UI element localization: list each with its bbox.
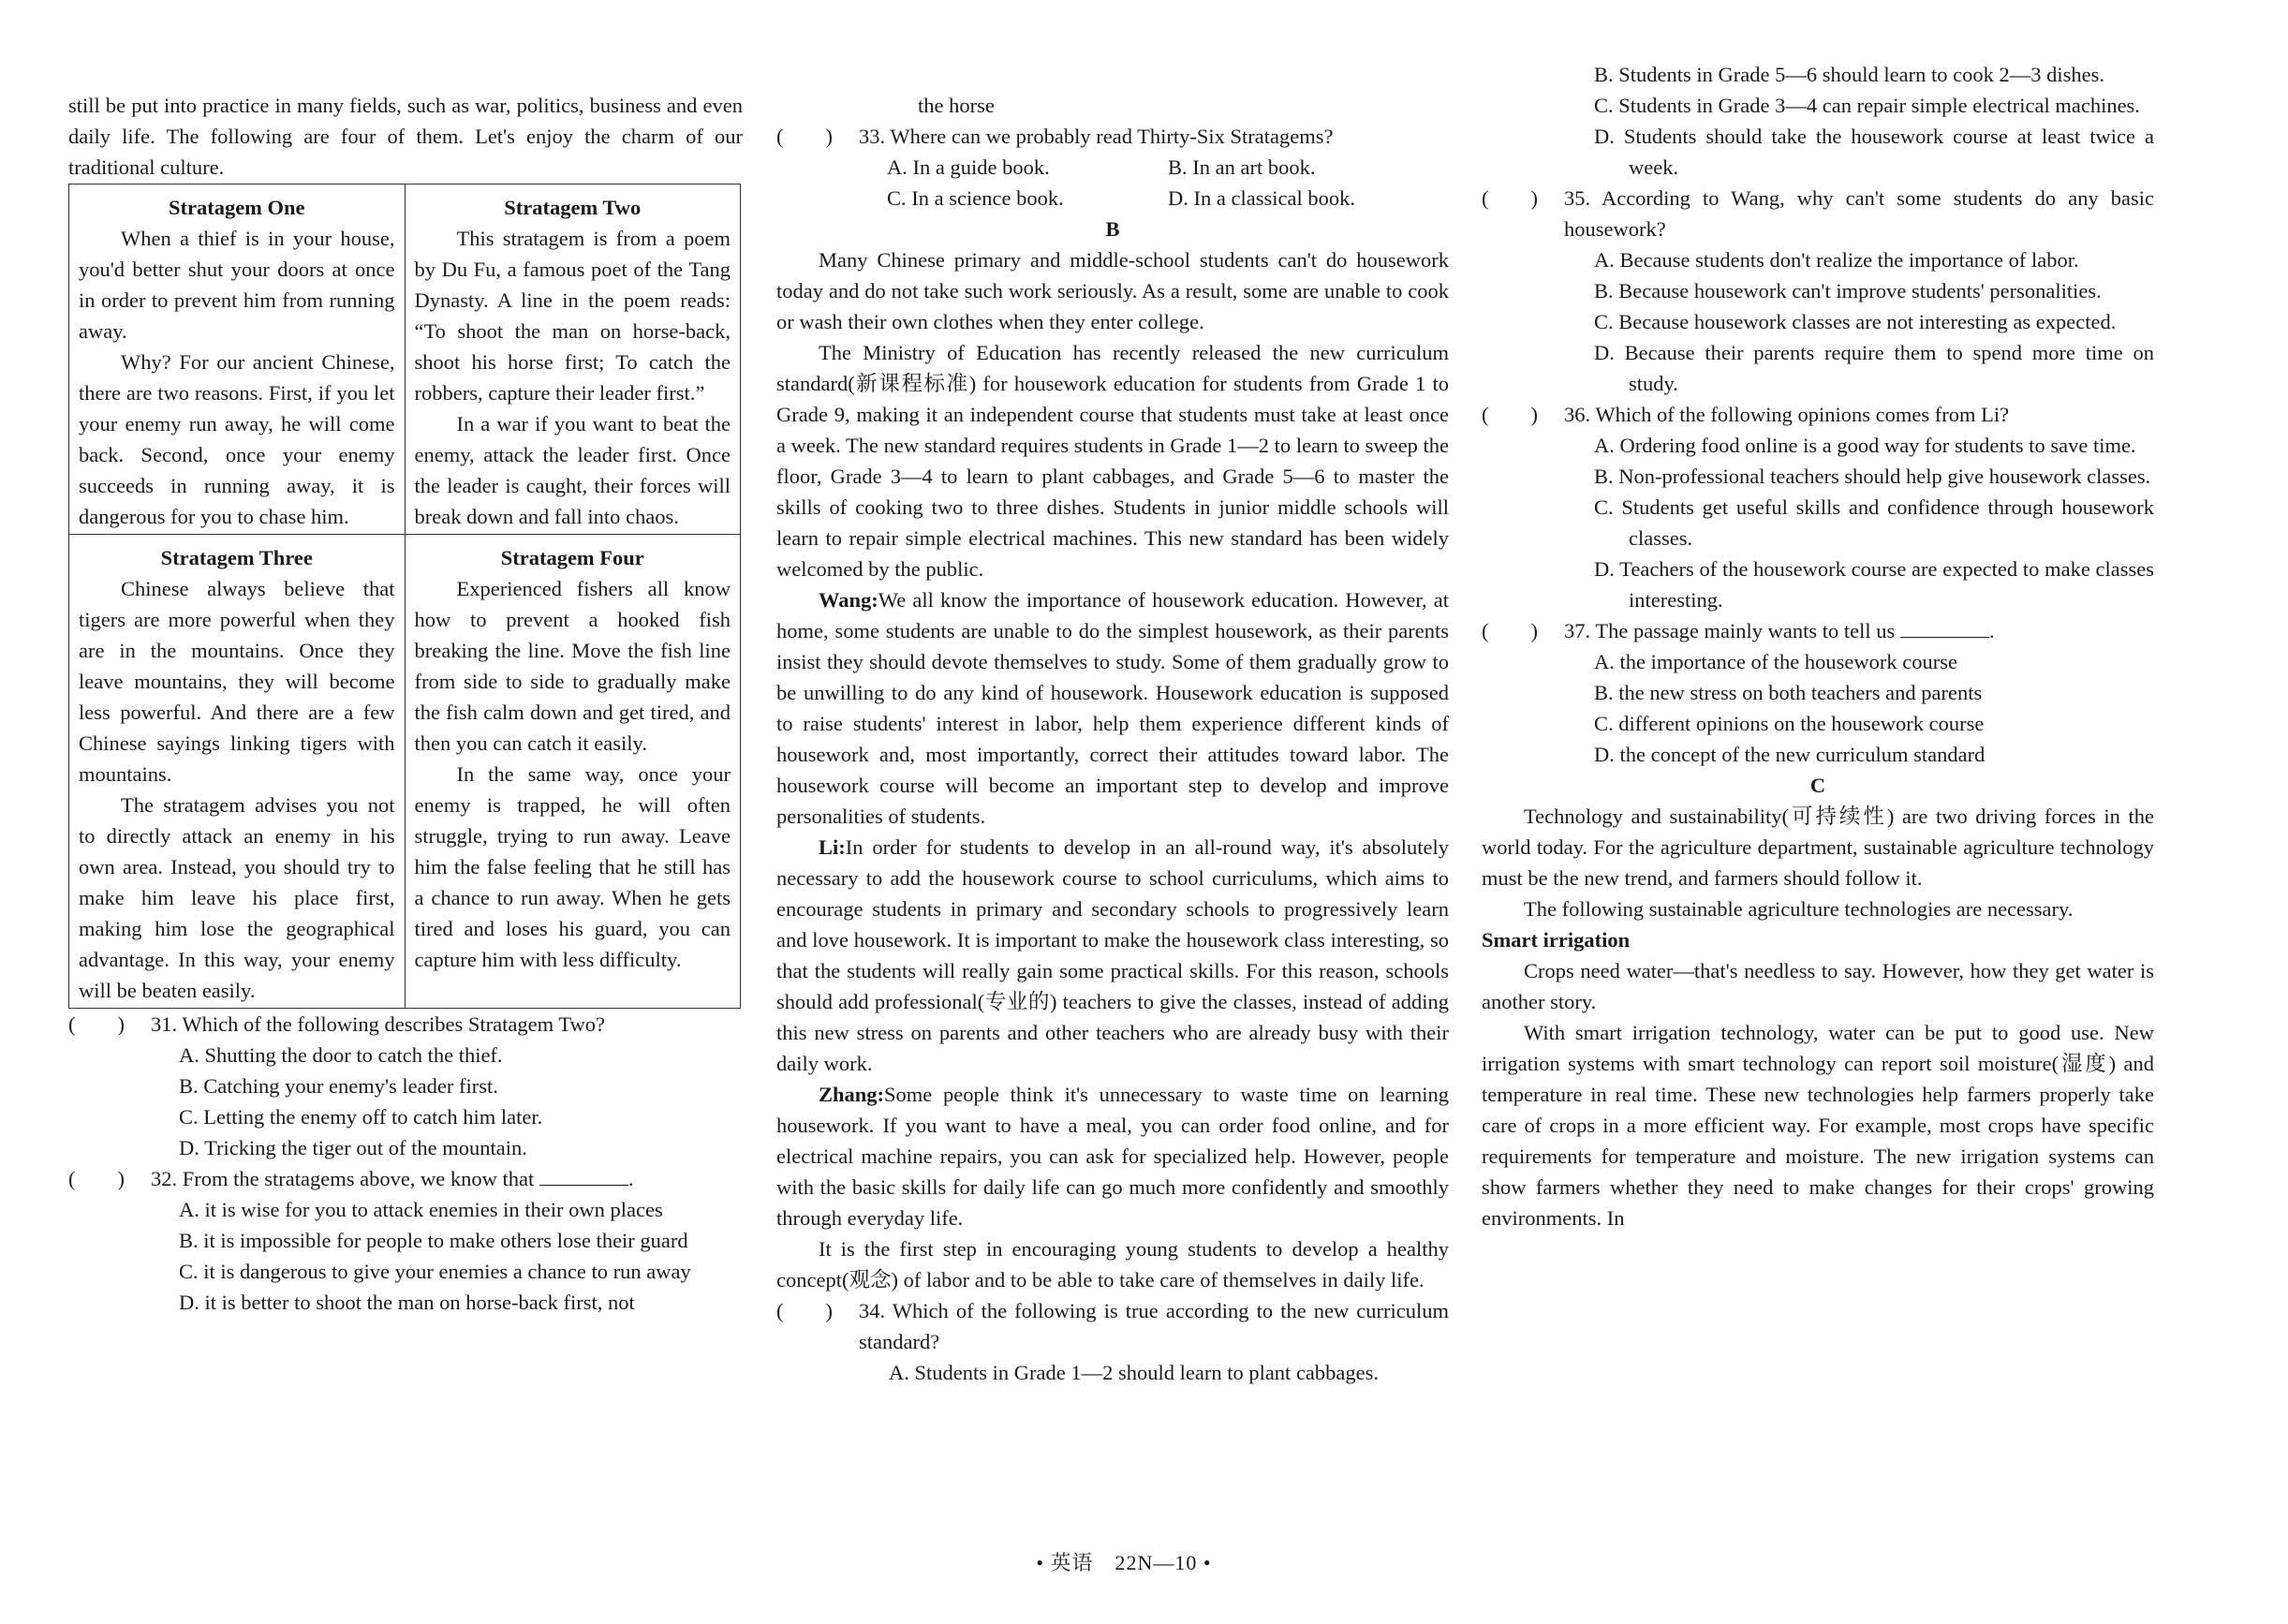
stratagem-two-cell [405,185,741,535]
question-34-stem: 34. Which of the following is true according to the new curriculum standard? [859,1299,1449,1353]
option-34-c: C. Students in Grade 3—4 can repair simple electrical machines. [1594,94,2140,117]
column-left [68,90,743,1318]
passage-b-wang [776,584,1449,832]
option-34-d: D. Students should take the housework course at least twice a week. [1594,125,2154,179]
option-35-a: A. Because students don't realize the importance of labor. [1594,248,2079,272]
stratagem-two-p2: In a war if you want to beat the enemy, attack the leader first. Once the leader is caught, their forces will break down and fall into chaos. [414,412,731,528]
stratagem-two-title: Stratagem Two [504,196,642,219]
answer-blank-36[interactable]: ( ) [1482,403,1538,426]
speaker-zhang: Zhang: [819,1083,885,1106]
option-35-d: D. Because their parents require them to spend more time on study. [1594,341,2154,395]
stratagem-table [68,184,741,1009]
wang-opinion: We all know the importance of housework education. However, at home, some students are unable to do the simplest housework, as their parents insist they should devote themselves to study. Some of them gradually grow to be unwilling to do any kind of housework. Housework education is supposed to raise students' interest in labor, help them experience different kinds of housework and, most importantly, correct their attitudes toward labor. The housework course will become an important step to develop and improve personalities of students. [776,588,1449,828]
answer-blank-32[interactable]: ( ) [68,1167,125,1190]
question-37-stem: 37. The passage mainly wants to tell us [1564,619,1896,642]
question-31-stem: 31. Which of the following describes Stratagem Two? [151,1012,605,1036]
question-37: ( ) 37. The passage mainly wants to tell us . A. the importance of the housework course B. the new stress on both teachers and parents C. different opinions on the housework course D. the concept of the new curriculum standard [1482,615,2154,770]
question-36 [1482,399,2154,615]
answer-blank-35[interactable]: ( ) [1482,186,1538,210]
speaker-wang: Wang: [819,588,878,612]
question-35-stem: 35. According to Wang, why can't some students do any basic housework? [1564,186,2154,241]
stratagem-four-p2: In the same way, once your enemy is trapped, he will often struggle, trying to run away. Leave him the false feeling that he still has a chance to run away. When he gets tired and loses his guard, you can capture him with less difficulty. [414,762,731,971]
question-33 [776,121,1449,214]
option-32-d-continued: the horse [918,94,995,117]
page-footer: • 英语 22N—10 • [1036,1551,1212,1574]
passage-b-last: It is the first step in encouraging young students to develop a healthy concept(观念) of labor and to be able to take care of themselves in daily life. [776,1237,1449,1292]
option-33-c: C. In a science book. [887,186,1064,210]
smart-irrigation-heading: Smart irrigation [1482,928,1631,952]
option-34-a: A. Students in Grade 1—2 should learn to plant cabbages. [889,1361,1380,1384]
option-37-d: D. the concept of the new curriculum standard [1594,743,1985,766]
option-32-a: A. it is wise for you to attack enemies in their own places [179,1198,663,1221]
stratagem-one-p1: When a thief is in your house, you'd better shut your doors at once in order to prevent him from running away. [79,227,395,343]
fill-blank-32 [539,1164,628,1186]
stratagem-four-p1: Experienced fishers all know how to prevent a hooked fish breaking the line. Move the fish line from side to side to gradually make the fish calm down and get tired, and then you can catch it easily. [414,577,731,755]
stratagem-three-p2: The stratagem advises you not to directly attack an enemy in his own area. Instead, you should try to make him leave his place first, making him lose the geographical advantage. In this way, your enemy will be beaten easily. [79,793,395,1002]
option-36-c: C. Students get useful skills and confidence through housework classes. [1594,495,2154,550]
question-31 [68,1009,743,1163]
stratagem-one-p2: Why? For our ancient Chinese, there are two reasons. First, if you let your enemy run away, he will come back. Second, once your enemy succeeds in running away, it is dangerous for you to chase him. [79,350,395,528]
option-32-c: C. it is dangerous to give your enemies a chance to run away [179,1260,691,1283]
stratagem-two-p1: This stratagem is from a poem by Du Fu, a famous poet of the Tang Dynasty. A line in the poem reads: “To shoot the man on horse-back, shoot his horse first; To catch the robbers, capture their leader first.” [414,227,731,405]
answer-blank-34[interactable]: ( ) [776,1299,833,1322]
passage-c-p2: The following sustainable agriculture technologies are necessary. [1524,897,2074,921]
option-33-d: D. In a classical book. [1168,186,1355,210]
stratagem-one-cell [69,185,406,535]
passage-c-p1: Technology and sustainability(可持续性) are two driving forces in the world today. For the agriculture department, sustainable agriculture technology must be the new trend, and farmers should follow it. [1482,805,2154,890]
option-35-b: B. Because housework can't improve students' personalities. [1594,279,2102,303]
speaker-li: Li: [819,835,846,859]
question-34 [776,1295,1449,1388]
passage-c-p4: With smart irrigation technology, water can be put to good use. New irrigation systems with smart technology can report soil moisture(湿度) and temperature in real time. These new technologies help farmers properly take care of crops in a more efficient way. For example, most crops have specific requirements for temperature and moisture. The new irrigation systems can show farmers whether they need to make changes for their crops' growing environments. In [1482,1021,2154,1230]
stratagem-one-title: Stratagem One [168,196,305,219]
passage-b-li [776,832,1449,1079]
option-31-b: B. Catching your enemy's leader first. [179,1074,498,1098]
passage-b-zhang [776,1079,1449,1233]
option-31-c: C. Letting the enemy off to catch him later. [179,1105,543,1129]
intro-paragraph: still be put into practice in many fields, such as war, politics, business and even daily life. The following are four of them. Let's enjoy the charm of our traditional culture. [68,94,743,179]
option-32-b: B. it is impossible for people to make others lose their guard [179,1229,688,1252]
question-33-stem: 33. Where can we probably read Thirty-Six Stratagems? [859,125,1334,148]
answer-blank-37[interactable]: ( ) [1482,619,1538,642]
passage-c-p3: Crops need water—that's needless to say. However, how they get water is another story. [1482,959,2154,1013]
option-37-a: A. the importance of the housework course [1594,650,1958,673]
option-33-a: A. In a guide book. [887,155,1050,179]
question-35 [1482,183,2154,399]
li-opinion: In order for students to develop in an all-round way, it's absolutely necessary to add the housework course to school curriculums, which aims to encourage students in primary and secondary schools to progressively learn and love housework. It is important to make the housework class interesting, so that the students will really gain some practical skills. For this reason, schools should add professional(专业的) teachers to give the classes, instead of adding this new stress on parents and other teachers who are already busy with their daily work. [776,835,1449,1075]
answer-blank-33[interactable]: ( ) [776,125,833,148]
option-34-b: B. Students in Grade 5—6 should learn to cook 2—3 dishes. [1594,63,2104,86]
stratagem-three-title: Stratagem Three [160,546,313,569]
question-32-stem: 32. From the stratagems above, we know that [151,1167,535,1190]
passage-b-p2: The Ministry of Education has recently released the new curriculum standard(新课程标准) for housework education for students from Grade 1 to Grade 9, making it an independent course that students must take at least once a week. The new standard requires students in Grade 1—2 to learn to sweep the floor, Grade 3—4 to learn to plant cabbages, and Grade 5—6 to master the skills of cooking two to three dishes. Students in junior middle schools will learn to repair simple electrical machines. This new standard has been widely welcomed by the public. [776,341,1449,581]
option-31-a: A. Shutting the door to catch the thief. [179,1043,503,1067]
option-37-c: C. different opinions on the housework course [1594,712,1985,735]
fill-blank-37 [1900,616,1989,638]
column-middle [776,90,1449,1388]
option-33-b: B. In an art book. [1168,155,1316,179]
option-35-c: C. Because housework classes are not interesting as expected. [1594,310,2117,333]
option-31-d: D. Tricking the tiger out of the mountain. [179,1136,527,1159]
stratagem-four-title: Stratagem Four [500,546,644,569]
section-c-heading: C [1809,774,1826,797]
option-36-d: D. Teachers of the housework course are expected to make classes interesting. [1594,557,2154,612]
option-37-b: B. the new stress on both teachers and parents [1594,681,1983,704]
column-right [1482,63,2154,1233]
passage-b-p1: Many Chinese primary and middle-school students can't do housework today and do not take such work seriously. As a result, some are unable to cook or wash their own clothes when they enter college. [776,248,1449,333]
stratagem-three-p1: Chinese always believe that tigers are more powerful when they are in the mountains. Once they leave mountains, they will become less powerful. And there are a few Chinese sayings linking tigers with mountains. [79,577,395,786]
answer-blank-31[interactable]: ( ) [68,1012,125,1036]
question-36-stem: 36. Which of the following opinions comes from Li? [1564,403,2010,426]
zhang-opinion: Some people think it's unnecessary to waste time on learning housework. If you want to have a meal, you can order food online, and for electrical machine repairs, you can ask for specialized help. However, people with the basic skills for daily life can go much more confidently and smoothly through everyday life. [776,1083,1449,1230]
option-32-d: D. it is better to shoot the man on horse-back first, not [179,1291,635,1314]
option-36-b: B. Non-professional teachers should help give housework classes. [1594,465,2151,488]
section-b-heading: B [1105,217,1120,241]
stratagem-three-cell [69,535,406,1009]
stratagem-four-cell [405,535,741,1009]
question-32: ( ) 32. From the stratagems above, we know that . A. it is wise for you to attack enemies in their own places B. it is impossible for people to make others lose their guard C. it is dangerous to give your enemies a chance to run away D. it is better to shoot the man on horse-back first, not [68,1163,743,1318]
option-36-a: A. Ordering food online is a good way for students to save time. [1594,434,2136,457]
